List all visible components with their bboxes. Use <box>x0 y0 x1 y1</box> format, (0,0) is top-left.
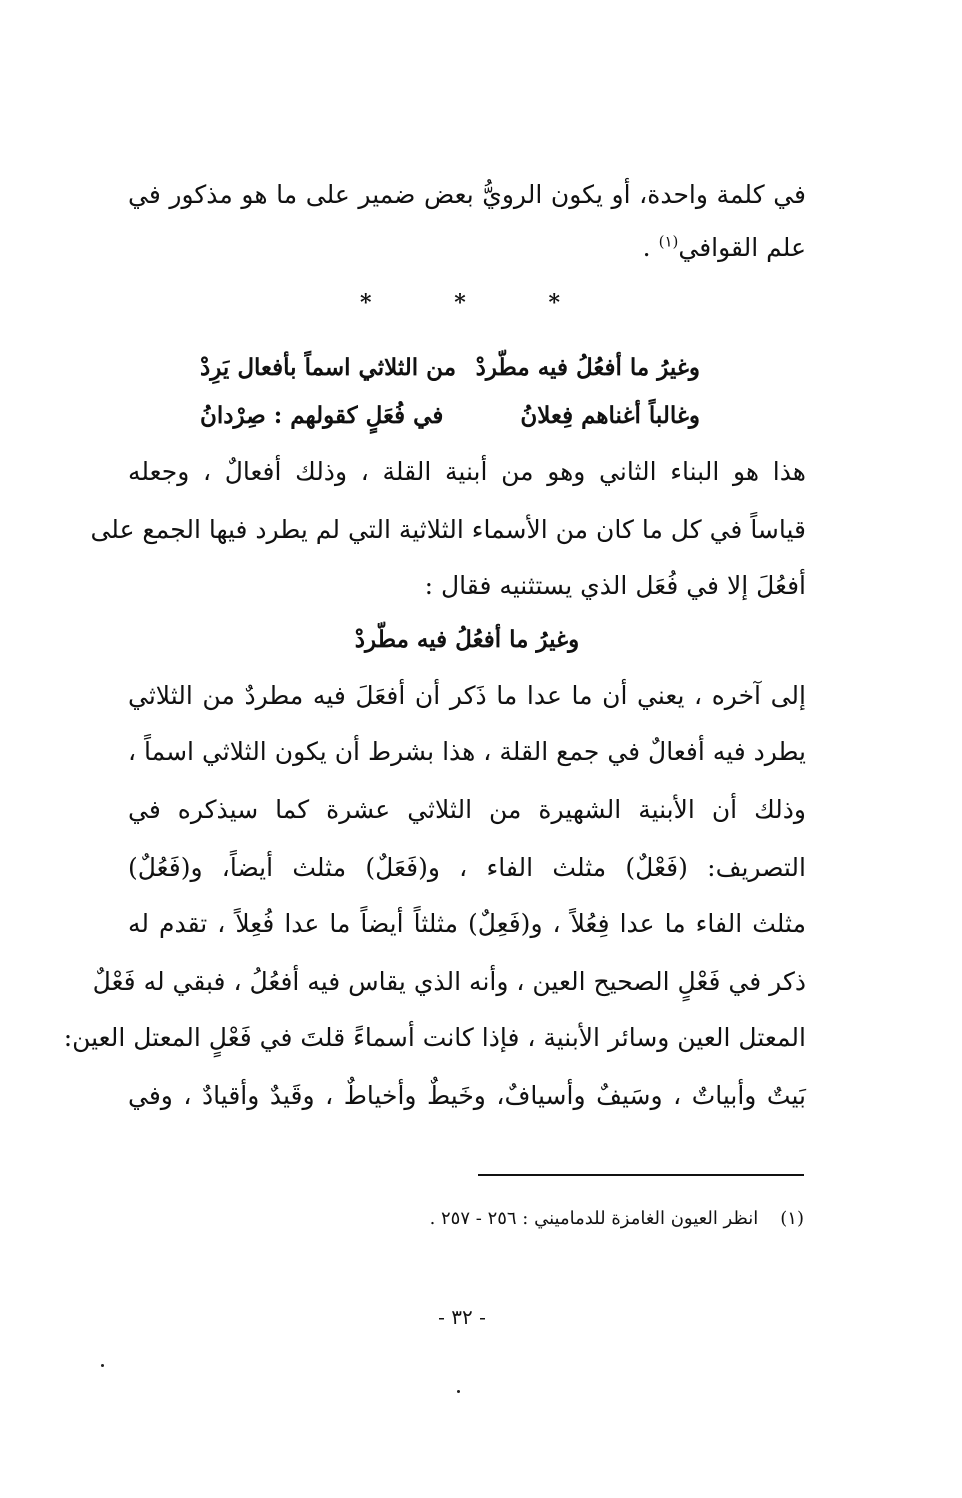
scan-speck <box>101 1364 104 1367</box>
footnote <box>368 1204 804 1234</box>
text-line: ذكر في فَعْلٍ الصحيح العين ، وأنه الذي يقاس فيه أفعُلُ ، فبقي له فَعْلٌ <box>92 967 806 996</box>
text-line-with-note <box>128 228 806 268</box>
text-line: في كلمة واحدة، أو يكون الرويُّ بعض ضمير على ما هو مذكور في <box>128 180 806 209</box>
footnote-text: انظر العيون الغامزة للدماميني : ٢٥٦ - ٢٥٧ . <box>429 1208 759 1229</box>
separator-star: * <box>454 290 466 316</box>
text-line: يطرد فيه أفعالٌ في جمع القلة ، هذا بشرط أن يكون الثلاثي اسماً ، <box>128 737 806 766</box>
verse-line <box>200 398 700 434</box>
text-fragment: علم القوافي <box>678 233 806 262</box>
verse-first-hemistich: وغالباً أغناهم فِعلانُ <box>520 402 700 429</box>
quoted-verse: وغيرُ ما أفعُلُ فيه مطّردْ <box>354 626 580 653</box>
sentence-end: . <box>642 233 651 262</box>
text-line: مثلث الفاء ما عدا فِعُلاً ، و(فَعِلٌ) مثلثاً أيضاً ما عدا فُعِلاً ، تقدم له <box>128 909 806 938</box>
page-number: - ٣٢ - <box>438 1305 486 1329</box>
text-line: المعتل العين وسائر الأبنية ، فإذا كانت أسماءً قلتَ في فَعْلٍ المعتل العين: <box>63 1023 806 1052</box>
text-line: قياساً في كل ما كان من الأسماء الثلاثية التي لم يطرد فيها الجمع على <box>90 515 806 544</box>
scan-speck <box>457 1390 460 1393</box>
text-line: إلى آخره ، يعني أن ما عدا ما ذَكر أن أفعَلَ فيه مطردٌ من الثلاثي <box>128 681 806 710</box>
verse-second-hemistich: في فُعَلٍ كقولهم : صِرْدانُ <box>200 402 444 429</box>
footnote-rule <box>478 1174 804 1176</box>
text-line: التصريف: (فَعْلٌ) مثلث الفاء ، و(فَعَلٌ) مثلث أيضاً، و(فَعُلٌ) <box>128 853 806 882</box>
text-line: هذا هو البناء الثاني وهو من أبنية القلة ، وذلك أفعالٌ ، وجعله <box>128 457 806 486</box>
separator-star: * <box>360 290 372 316</box>
verse-line <box>200 350 700 386</box>
verse-first-hemistich: وغيرُ ما أفعُلُ فيه مطّردْ <box>475 354 700 381</box>
footnote-reference: (١) <box>658 232 679 251</box>
text-line: وذلك أن الأبنية الشهيرة من الثلاثي عشرة كما سيذكره في <box>128 795 806 824</box>
separator-star: * <box>548 290 560 316</box>
text-line: أفعُلَ إلا في فُعَل الذي يستثنيه فقال : <box>424 571 806 600</box>
section-separator <box>360 290 560 314</box>
footnote-number: (١) <box>780 1208 804 1229</box>
text-line: بَيتٌ وأبياتٌ ، وسَيفٌ وأسيافٌ، وخَيطٌ وأخياطٌ ، وقَيدٌ وأقيادٌ ، وفي <box>128 1081 806 1110</box>
verse-second-hemistich: من الثلاثي اسماً بأفعال يَرِدْ <box>200 354 457 381</box>
